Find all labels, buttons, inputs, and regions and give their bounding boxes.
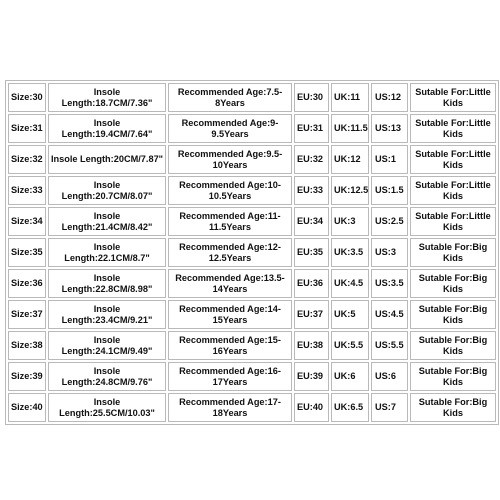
insole-length-cell: Insole Length:19.4CM/7.64" [48,114,166,143]
us-size-cell: US:1 [371,145,408,174]
recommended-age-cell: Recommended Age:12-12.5Years [168,238,292,267]
uk-size-cell: UK:11.5 [331,114,369,143]
eu-size-cell: EU:33 [294,176,329,205]
uk-size-cell: UK:3.5 [331,238,369,267]
suitable-for-cell: Sutable For:Little Kids [410,207,496,236]
uk-size-cell: UK:4.5 [331,269,369,298]
us-size-cell: US:5.5 [371,331,408,360]
eu-size-cell: EU:39 [294,362,329,391]
us-size-cell: US:1.5 [371,176,408,205]
recommended-age-cell: Recommended Age:15-16Years [168,331,292,360]
insole-length-cell: Insole Length:21.4CM/8.42" [48,207,166,236]
uk-size-cell: UK:6 [331,362,369,391]
uk-size-cell: UK:11 [331,83,369,112]
uk-size-cell: UK:3 [331,207,369,236]
suitable-for-cell: Sutable For:Little Kids [410,145,496,174]
size-cell: Size:40 [8,393,46,422]
size-cell: Size:34 [8,207,46,236]
size-cell: Size:35 [8,238,46,267]
eu-size-cell: EU:32 [294,145,329,174]
us-size-cell: US:2.5 [371,207,408,236]
us-size-cell: US:4.5 [371,300,408,329]
uk-size-cell: UK:6.5 [331,393,369,422]
insole-length-cell: Insole Length:20.7CM/8.07" [48,176,166,205]
eu-size-cell: EU:38 [294,331,329,360]
eu-size-cell: EU:35 [294,238,329,267]
size-cell: Size:32 [8,145,46,174]
size-cell: Size:37 [8,300,46,329]
eu-size-cell: EU:30 [294,83,329,112]
recommended-age-cell: Recommended Age:11-11.5Years [168,207,292,236]
suitable-for-cell: Sutable For:Big Kids [410,269,496,298]
insole-length-cell: Insole Length:22.8CM/8.98" [48,269,166,298]
size-cell: Size:31 [8,114,46,143]
insole-length-cell: Insole Length:24.1CM/9.49" [48,331,166,360]
size-cell: Size:30 [8,83,46,112]
us-size-cell: US:6 [371,362,408,391]
us-size-cell: US:3 [371,238,408,267]
recommended-age-cell: Recommended Age:17-18Years [168,393,292,422]
table-row [8,269,496,298]
table-row [8,207,496,236]
uk-size-cell: UK:5.5 [331,331,369,360]
size-cell: Size:38 [8,331,46,360]
table-row [8,362,496,391]
suitable-for-cell: Sutable For:Big Kids [410,362,496,391]
table-row [8,114,496,143]
recommended-age-cell: Recommended Age:9-9.5Years [168,114,292,143]
table-row [8,238,496,267]
us-size-cell: US:3.5 [371,269,408,298]
uk-size-cell: UK:12.5 [331,176,369,205]
eu-size-cell: EU:37 [294,300,329,329]
size-cell: Size:39 [8,362,46,391]
uk-size-cell: UK:5 [331,300,369,329]
eu-size-cell: EU:36 [294,269,329,298]
suitable-for-cell: Sutable For:Big Kids [410,300,496,329]
suitable-for-cell: Sutable For:Big Kids [410,393,496,422]
table-row [8,83,496,112]
table-row [8,176,496,205]
us-size-cell: US:12 [371,83,408,112]
table-row [8,300,496,329]
size-cell: Size:33 [8,176,46,205]
eu-size-cell: EU:31 [294,114,329,143]
eu-size-cell: EU:34 [294,207,329,236]
suitable-for-cell: Sutable For:Big Kids [410,238,496,267]
size-cell: Size:36 [8,269,46,298]
table-row [8,145,496,174]
size-chart-table [5,80,499,425]
insole-length-cell: Insole Length:22.1CM/8.7" [48,238,166,267]
recommended-age-cell: Recommended Age:14-15Years [168,300,292,329]
eu-size-cell: EU:40 [294,393,329,422]
uk-size-cell: UK:12 [331,145,369,174]
suitable-for-cell: Sutable For:Little Kids [410,176,496,205]
table-row [8,331,496,360]
insole-length-cell: Insole Length:18.7CM/7.36" [48,83,166,112]
recommended-age-cell: Recommended Age:16-17Years [168,362,292,391]
recommended-age-cell: Recommended Age:10-10.5Years [168,176,292,205]
suitable-for-cell: Sutable For:Little Kids [410,83,496,112]
us-size-cell: US:13 [371,114,408,143]
insole-length-cell: Insole Length:25.5CM/10.03" [48,393,166,422]
recommended-age-cell: Recommended Age:9.5-10Years [168,145,292,174]
table-row [8,393,496,422]
insole-length-cell: Insole Length:24.8CM/9.76" [48,362,166,391]
insole-length-cell: Insole Length:23.4CM/9.21" [48,300,166,329]
recommended-age-cell: Recommended Age:7.5-8Years [168,83,292,112]
recommended-age-cell: Recommended Age:13.5-14Years [168,269,292,298]
us-size-cell: US:7 [371,393,408,422]
suitable-for-cell: Sutable For:Big Kids [410,331,496,360]
insole-length-cell: Insole Length:20CM/7.87" [48,145,166,174]
suitable-for-cell: Sutable For:Little Kids [410,114,496,143]
